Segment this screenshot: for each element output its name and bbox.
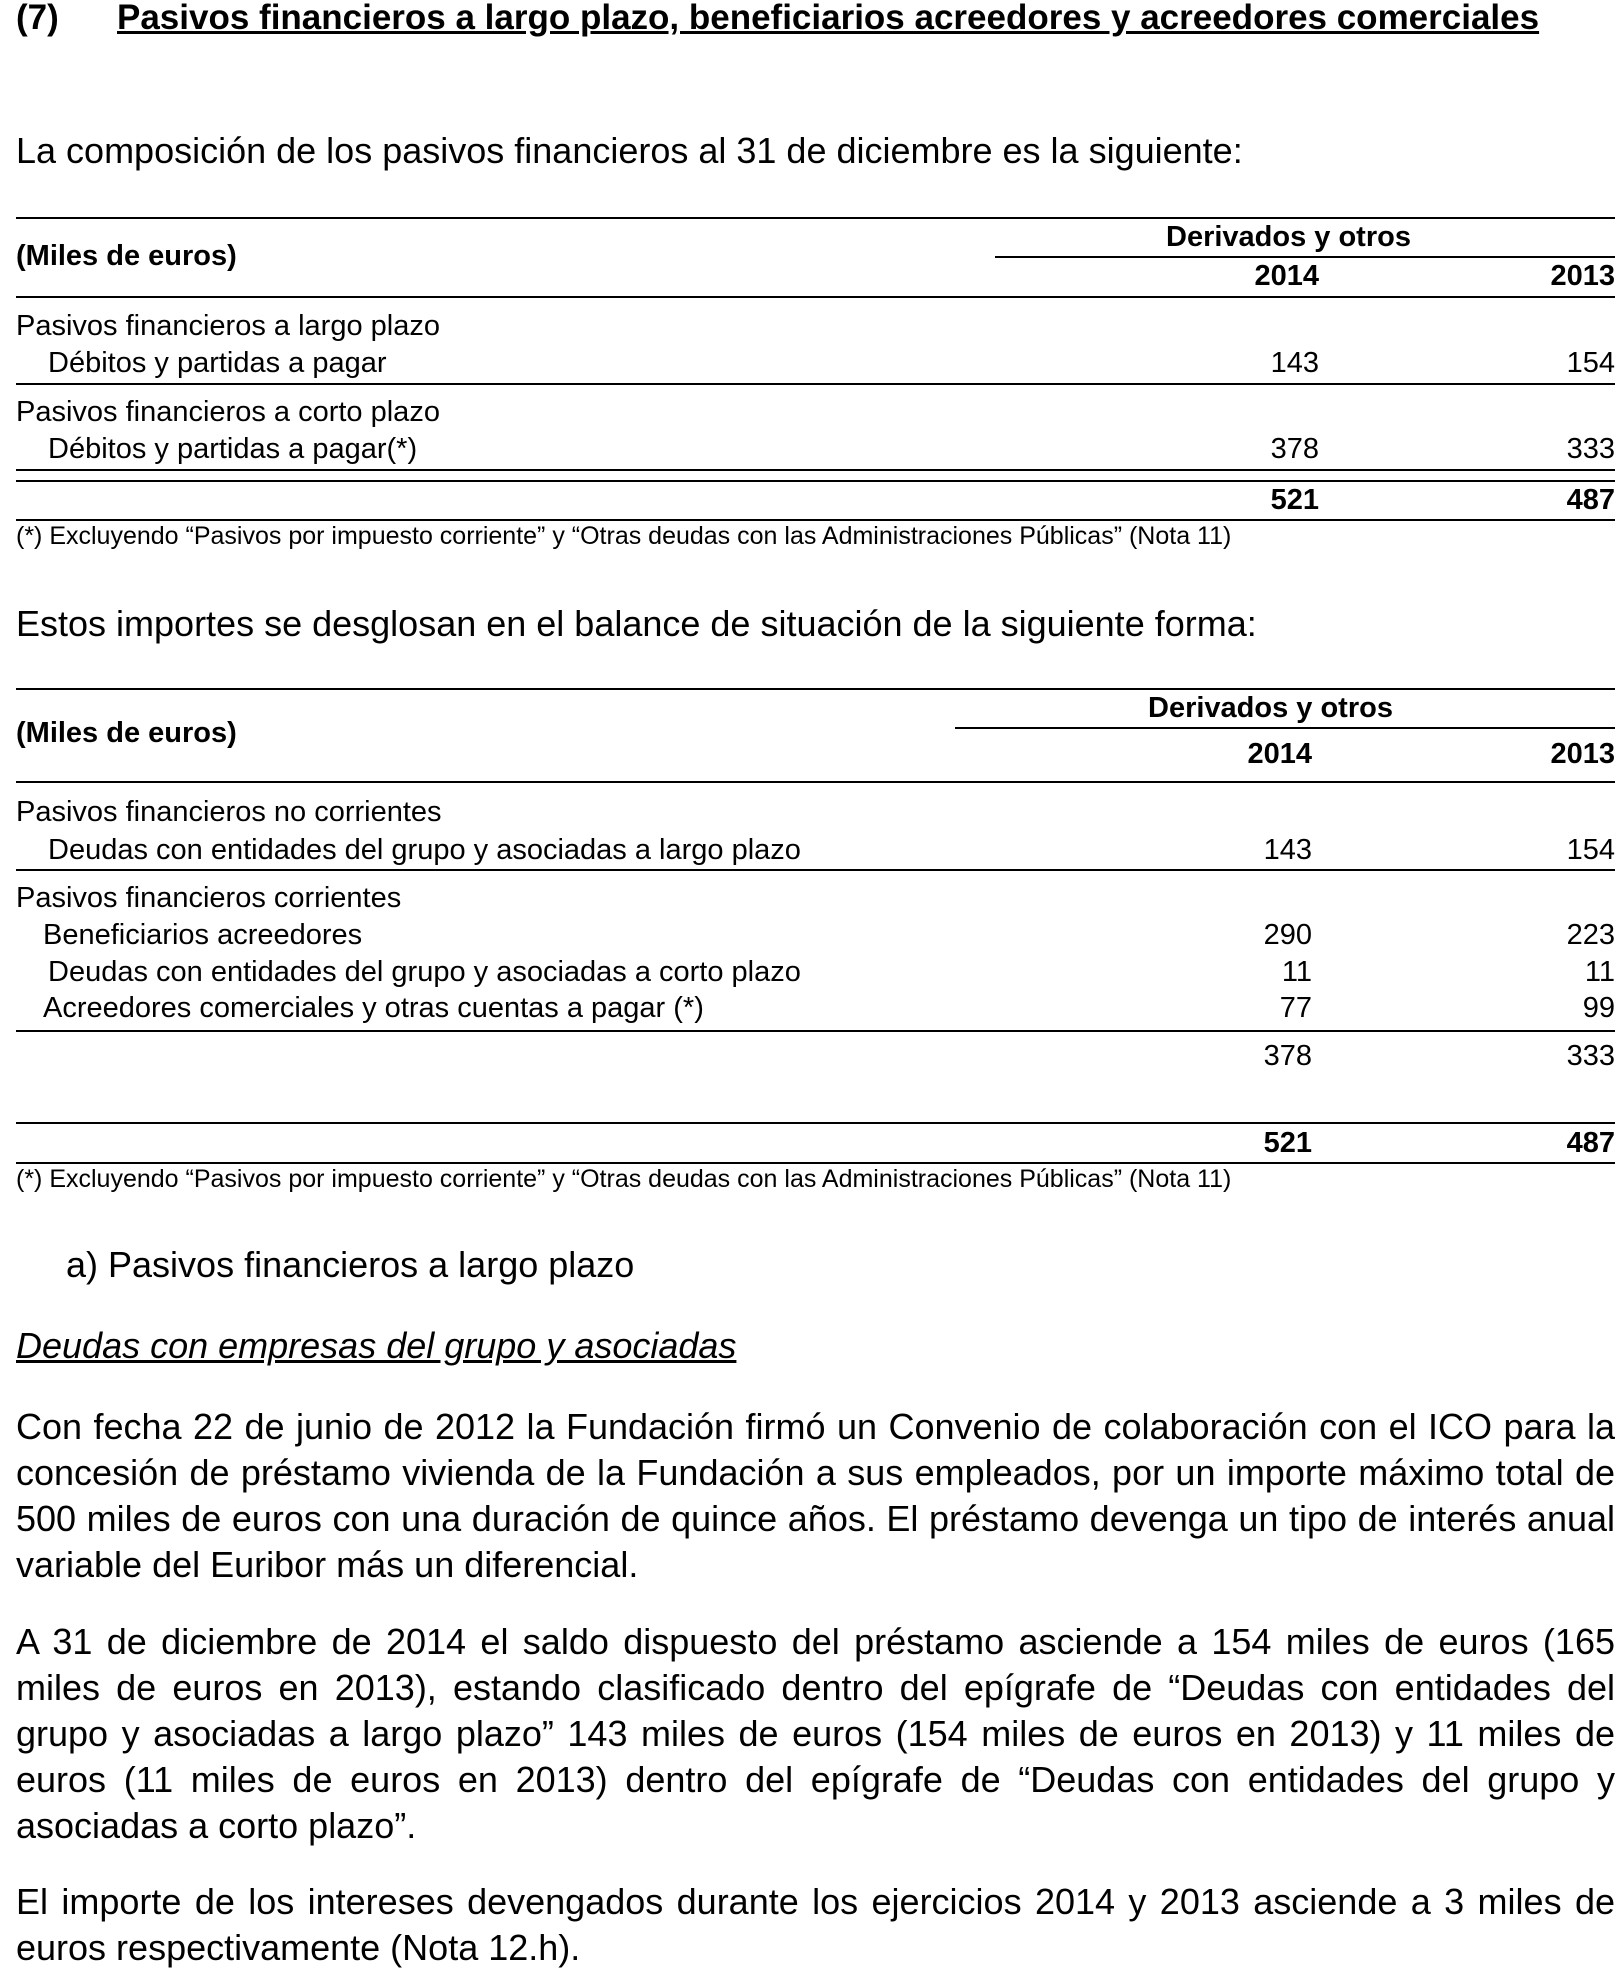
- table-cell-2013: 223: [1566, 919, 1615, 951]
- table-cell-2013: 154: [1566, 834, 1615, 866]
- table-row-label: Pasivos financieros corrientes: [16, 882, 402, 914]
- intro-text-1: La composición de los pasivos financieros al 31 de diciembre es la siguiente:: [16, 130, 1243, 171]
- footnote: (*) Excluyendo “Pasivos por impuesto corriente” y “Otras deudas con las Administraciones Públicas” (Nota 11): [16, 1165, 1232, 1193]
- total-2013: 487: [1566, 484, 1615, 516]
- table-row-label: Pasivos financieros a largo plazo: [16, 310, 440, 342]
- group-header-rule: [955, 727, 1615, 729]
- table-row-label: Acreedores comerciales y otras cuentas a pagar (*): [43, 992, 704, 1024]
- paragraph: A 31 de diciembre de 2014 el saldo dispuesto del préstamo asciende a 154 miles de euros (165 miles de euros en 2013), estando clasificado dentro del epígrafe de “Deudas con entidades del grupo y asociadas a largo plazo” 143 miles de euros (154 miles de euros en 2013) y 11 miles de euros (11 miles de euros en 2013) dentro del epígrafe de “Deudas con entidades del grupo y asociadas a corto plazo”.: [16, 1621, 1615, 1846]
- table-cell-2014: 143: [1270, 347, 1319, 379]
- column-header-2013: 2013: [1550, 738, 1615, 770]
- subtotal-2014: 378: [1263, 1040, 1312, 1072]
- row-rule: [16, 469, 1615, 471]
- section-title: Pasivos financieros a largo plazo, beneficiarios acreedores y acreedores comerciales: [117, 0, 1540, 37]
- group-header-rule: [995, 256, 1615, 258]
- table-cell-2013: 333: [1566, 433, 1615, 465]
- column-header-2013: 2013: [1550, 260, 1615, 292]
- subsection-heading: a) Pasivos financieros a largo plazo: [66, 1244, 635, 1285]
- header-bottom-rule: [16, 296, 1615, 298]
- subheading-italic: Deudas con empresas del grupo y asociadas: [16, 1325, 737, 1366]
- table-row-label: Débitos y partidas a pagar(*): [48, 433, 418, 465]
- table-cell-2014: 378: [1270, 433, 1319, 465]
- group-header: Derivados y otros: [1148, 692, 1393, 724]
- table-row-label: Pasivos financieros a corto plazo: [16, 396, 440, 428]
- table-cell-2013: 11: [1584, 956, 1615, 988]
- unit-label: (Miles de euros): [16, 717, 237, 749]
- row-rule: [16, 1030, 1615, 1032]
- total-top-rule: [16, 1122, 1615, 1124]
- column-header-2014: 2014: [1247, 738, 1312, 770]
- table-row-label: Débitos y partidas a pagar: [48, 347, 387, 379]
- table-cell-2014: 143: [1263, 834, 1312, 866]
- row-rule: [16, 869, 1615, 871]
- table-cell-2014: 290: [1263, 919, 1312, 951]
- table-top-rule: [16, 217, 1615, 219]
- total-top-rule: [16, 480, 1615, 482]
- paragraph: Con fecha 22 de junio de 2012 la Fundación firmó un Convenio de colaboración con el ICO para la concesión de préstamo vivienda de la Fundación a sus empleados, por un importe máximo total de 500 miles de euros con una duración de quince años. El préstamo devenga un tipo de interés anual variable del Euribor más un diferencial.: [16, 1406, 1615, 1585]
- table-top-rule: [16, 688, 1615, 690]
- table-row-label: Beneficiarios acreedores: [43, 919, 363, 951]
- intro-text-2: Estos importes se desglosan en el balance de situación de la siguiente forma:: [16, 603, 1257, 644]
- unit-label: (Miles de euros): [16, 240, 237, 272]
- header-bottom-rule: [16, 781, 1615, 783]
- paragraph: El importe de los intereses devengados durante los ejercicios 2014 y 2013 asciende a 3 miles de euros respectivamente (Nota 12.h).: [16, 1881, 1615, 1968]
- total-2014: 521: [1263, 1127, 1312, 1159]
- total-2013: 487: [1566, 1127, 1615, 1159]
- row-rule: [16, 383, 1615, 385]
- table-cell-2014: 11: [1281, 956, 1312, 988]
- table-row-label: Pasivos financieros no corrientes: [16, 796, 442, 828]
- table-cell-2013: 99: [1582, 992, 1615, 1024]
- total-2014: 521: [1270, 484, 1319, 516]
- footnote: (*) Excluyendo “Pasivos por impuesto corriente” y “Otras deudas con las Administraciones Públicas” (Nota 11): [16, 522, 1232, 550]
- section-number: (7): [16, 0, 59, 37]
- table-cell-2014: 77: [1279, 992, 1312, 1024]
- table-cell-2013: 154: [1566, 347, 1615, 379]
- table-row-label: Deudas con entidades del grupo y asociadas a corto plazo: [48, 956, 801, 988]
- subtotal-2013: 333: [1566, 1040, 1615, 1072]
- group-header: Derivados y otros: [1166, 221, 1411, 253]
- column-header-2014: 2014: [1254, 260, 1319, 292]
- table-row-label: Deudas con entidades del grupo y asociadas a largo plazo: [48, 834, 801, 866]
